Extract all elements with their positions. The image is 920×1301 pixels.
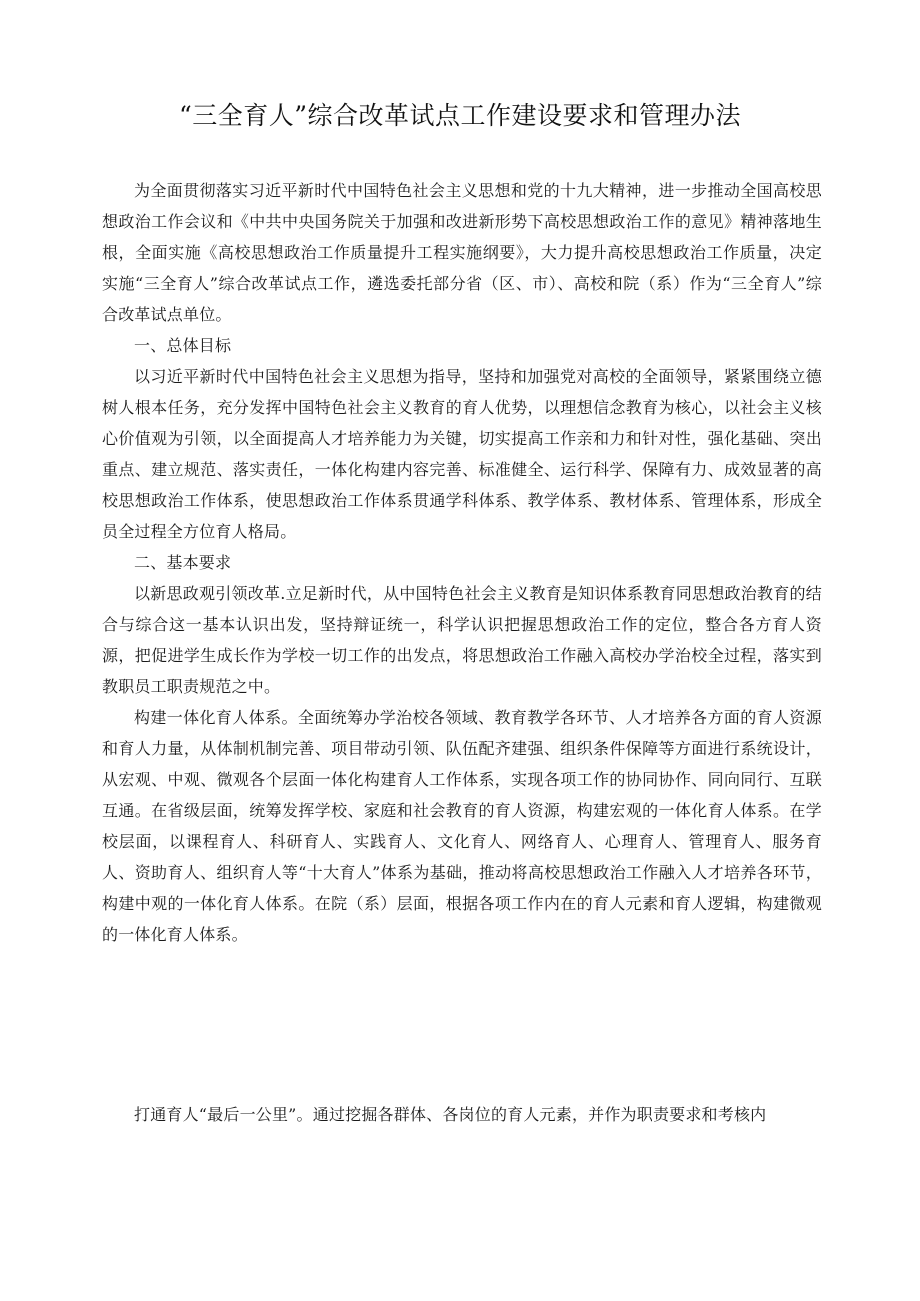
document-title: “三全育人”综合改革试点工作建设要求和管理办法	[178, 101, 742, 130]
requirement-paragraph-2: 构建一体化育人体系。全面统筹办学治校各领域、教育教学各环节、人才培养各方面的育人资源和育人力量，从体制机制完善、项目带动引领、队伍配齐建强、组织条件保障等方面进行系统设计，从宏观、中观、微观各个层面一体化构建育人工作体系，实现各项工作的协同协作、同向同行、互联互通。在省级层面，统筹发挥学校、家庭和社会教育的育人资源，构建宏观的一体化育人体系。在学校层面，以课程育人、科研育人、实践育人、文化育人、网络育人、心理育人、管理育人、服务育人、资助育人、组织育人等“十大育人”体系为基础，推动将高校思想政治工作融入人才培养各环节，构建中观的一体化育人体系。在院（系）层面，根据各项工作内在的育人元素和育人逻辑，构建微观的一体化育人体系。	[102, 708, 822, 944]
section-heading-overall-goal: 一、总体目标	[134, 336, 232, 355]
document-body	[102, 175, 822, 950]
document-body-continued	[102, 1099, 822, 1130]
requirement-paragraph-1: 以新思政观引领改革.立足新时代，从中国特色社会主义教育是知识体系教育同思想政治教育的结合与综合这一基本认识出发，坚持辩证统一，科学认识把握思想政治工作的定位，整合各方育人资源，把促进学生成长作为学校一切工作的出发点，将思想政治工作融入高校办学治校全过程，落实到教职员工职责规范之中。	[102, 584, 822, 696]
requirement-paragraph-3: 打通育人“最后一公里”。通过挖掘各群体、各岗位的育人元素，并作为职责要求和考核内	[134, 1105, 767, 1124]
intro-paragraph: 为全面贯彻落实习近平新时代中国特色社会主义思想和党的十九大精神，进一步推动全国高校思想政治工作会议和《中共中央国务院关于加强和改进新形势下高校思想政治工作的意见》精神落地生根，全面实施《高校思想政治工作质量提升工程实施纲要》，大力提升高校思想政治工作质量，决定实施“三全育人”综合改革试点工作，遴选委托部分省（区、市）、高校和院（系）作为“三全育人”综合改革试点单位。	[102, 181, 822, 324]
section-heading-basic-requirements: 二、基本要求	[134, 553, 232, 572]
overall-goal-paragraph: 以习近平新时代中国特色社会主义思想为指导，坚持和加强党对高校的全面领导，紧紧围绕立德树人根本任务，充分发挥中国特色社会主义教育的育人优势，以理想信念教育为核心，以社会主义核心价值观为引领，以全面提高人才培养能力为关键，切实提高工作亲和力和针对性，强化基础、突出重点、建立规范、落实责任，一体化构建内容完善、标准健全、运行科学、保障有力、成效显著的高校思想政治工作体系，使思想政治工作体系贯通学科体系、教学体系、教材体系、管理体系，形成全员全过程全方位育人格局。	[102, 367, 822, 541]
